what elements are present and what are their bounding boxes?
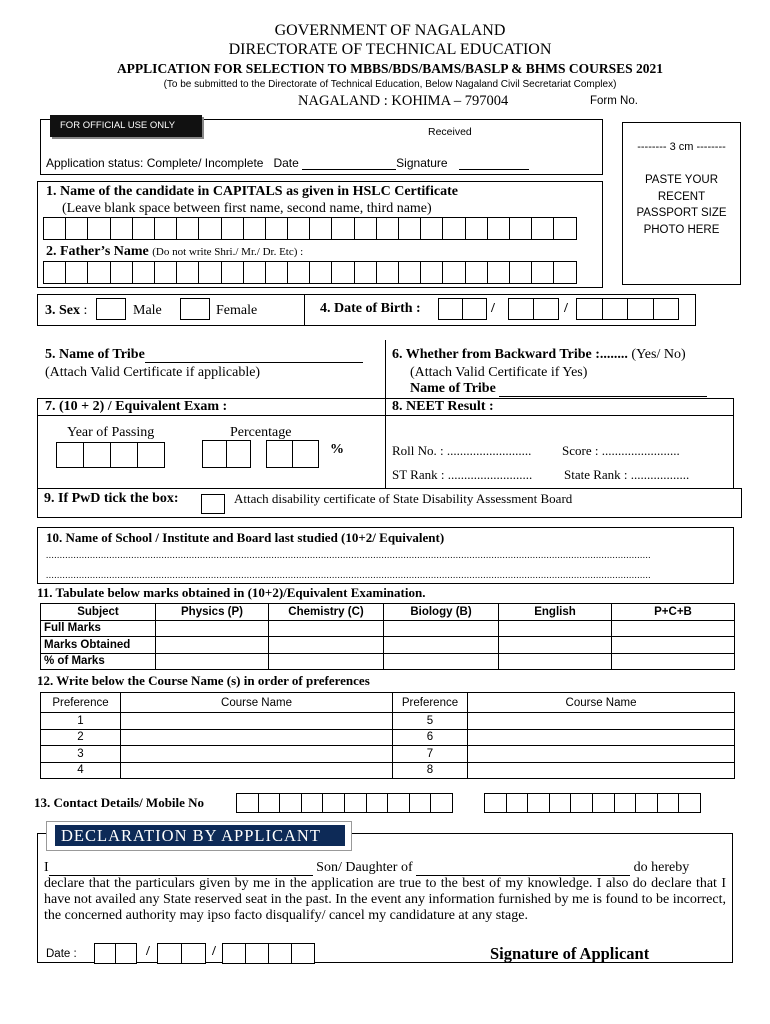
female-checkbox[interactable] (180, 298, 210, 320)
course-cell[interactable] (468, 762, 735, 779)
marks-cell[interactable] (499, 653, 612, 670)
entry-box[interactable] (508, 298, 534, 320)
year-of-passing-boxes[interactable] (56, 442, 165, 468)
q6-title: 6. Whether from Backward Tribe :........ (392, 347, 628, 362)
percentage-dec-boxes[interactable] (266, 440, 319, 468)
mobile-number-1-boxes[interactable] (236, 793, 453, 813)
entry-box[interactable] (409, 793, 432, 813)
course-cell[interactable] (121, 762, 393, 779)
course-cell[interactable] (468, 729, 735, 746)
entry-box[interactable] (265, 217, 288, 240)
entry-box[interactable] (266, 440, 293, 468)
pref-number: 8 (393, 762, 468, 779)
date-label: Date (273, 156, 299, 170)
entry-box[interactable] (87, 217, 110, 240)
dob-slash-2: / (564, 301, 568, 316)
entry-box[interactable] (614, 793, 637, 813)
pref-number: 6 (393, 729, 468, 746)
q8-title: 8. NEET Result : (392, 399, 494, 414)
q7-title: 7. (10 + 2) / Equivalent Exam : (45, 399, 228, 414)
marks-cell[interactable] (612, 637, 735, 654)
entry-box[interactable] (265, 261, 288, 284)
photo-instructions: PASTE YOUR RECENT PASSPORT SIZE PHOTO HERE (636, 174, 727, 236)
decl-hereby: do hereby (633, 860, 690, 875)
entry-box[interactable] (243, 217, 266, 240)
father-name-boxes[interactable] (43, 261, 577, 284)
q9-note: Attach disability certificate of State Disability Assessment Board (234, 491, 573, 506)
marks-header-cell: Chemistry (C) (269, 604, 384, 621)
table-row (41, 762, 735, 779)
entry-box[interactable] (137, 442, 165, 468)
entry-box[interactable] (287, 261, 310, 284)
entry-box[interactable] (154, 217, 177, 240)
header-line1: GOVERNMENT OF NAGALAND (274, 22, 506, 39)
entry-box[interactable] (553, 217, 576, 240)
header-line4: (To be submitted to the Directorate of Technical Education, Below Nagaland Civil Secretariat Complex) (163, 79, 617, 90)
q3-line (45, 303, 87, 319)
entry-box[interactable] (292, 440, 319, 468)
entry-box[interactable] (176, 261, 199, 284)
q4-title: 4. Date of Birth : (320, 301, 421, 316)
entry-box[interactable] (110, 442, 138, 468)
marks-cell[interactable] (156, 637, 269, 654)
entry-box[interactable] (132, 217, 155, 240)
applicant-signature-label: Signature of Applicant (490, 944, 650, 963)
pref-number: 2 (41, 729, 121, 746)
q13-title: 13. Contact Details/ Mobile No (34, 795, 205, 810)
entry-box[interactable] (245, 943, 269, 964)
entry-box[interactable] (653, 298, 680, 320)
entry-box[interactable] (678, 793, 701, 813)
year-of-passing-label: Year of Passing (67, 425, 155, 440)
entry-box[interactable] (87, 261, 110, 284)
entry-box[interactable] (509, 261, 532, 284)
entry-box[interactable] (420, 261, 443, 284)
entry-box[interactable] (94, 943, 116, 964)
sex-dob-divider (304, 294, 305, 326)
entry-box[interactable] (301, 793, 324, 813)
entry-box[interactable] (442, 261, 465, 284)
q5-title: 5. Name of Tribe (45, 347, 145, 362)
parent-name-line[interactable] (416, 862, 630, 876)
entry-box[interactable] (198, 217, 221, 240)
marks-header-cell: Physics (P) (156, 604, 269, 621)
entry-box[interactable] (635, 793, 658, 813)
entry-box[interactable] (43, 217, 66, 240)
q1-note: (Leave blank space between first name, second name, third name) (62, 201, 432, 216)
marks-cell[interactable] (384, 620, 499, 637)
entry-box[interactable] (65, 261, 88, 284)
marks-header-cell: P+C+B (612, 604, 735, 621)
candidate-name-boxes[interactable] (43, 217, 577, 240)
entry-box[interactable] (157, 943, 182, 964)
entry-box[interactable] (221, 261, 244, 284)
pref-number: 3 (41, 746, 121, 763)
entry-box[interactable] (509, 217, 532, 240)
q6-line (392, 347, 686, 363)
course-cell[interactable] (468, 713, 735, 730)
q2-note: (Do not write Shri./ Mr./ Dr. Etc) : (152, 246, 304, 258)
entry-box[interactable] (576, 298, 603, 320)
applicant-name-line[interactable] (49, 862, 313, 876)
entry-box[interactable] (268, 943, 292, 964)
declaration-title: DECLARATION BY APPLICANT (55, 825, 345, 846)
pwd-checkbox[interactable] (201, 494, 225, 514)
q11-title: 11. Tabulate below marks obtained in (10+2)/Equivalent Examination. (37, 585, 426, 600)
school-line-1[interactable]: ............................................................................................................................................................................................................................ (46, 550, 651, 560)
entry-box[interactable] (344, 793, 367, 813)
marks-cell[interactable] (499, 637, 612, 654)
status-text: Application status: Complete/ Incomplete (46, 156, 264, 170)
entry-box[interactable] (398, 261, 421, 284)
q3-title: 3. Sex (45, 303, 80, 318)
entry-box[interactable] (531, 261, 554, 284)
table-row (41, 729, 735, 746)
entry-box[interactable] (181, 943, 206, 964)
entry-box[interactable] (438, 298, 463, 320)
entry-box[interactable] (442, 217, 465, 240)
entry-box[interactable] (366, 793, 389, 813)
entry-box[interactable] (354, 217, 377, 240)
marks-header-cell: Biology (B) (384, 604, 499, 621)
decl-date-day-boxes[interactable] (94, 943, 137, 964)
q3-colon: : (83, 303, 88, 318)
form-no-label: Form No. (590, 95, 638, 107)
entry-box[interactable] (487, 217, 510, 240)
tribe-name-line[interactable] (145, 349, 363, 363)
q1-title: 1. Name of the candidate in CAPITALS as given in HSLC Certificate (46, 184, 458, 199)
table-row (41, 637, 735, 654)
female-label: Female (216, 303, 258, 318)
header-line5: NAGALAND : KOHIMA – 797004 (298, 93, 509, 109)
decl-son: Son/ Daughter of (316, 860, 413, 875)
entry-box[interactable] (287, 217, 310, 240)
row-label: % of Marks (41, 653, 156, 670)
table-row (41, 713, 735, 730)
school-line-2[interactable]: ............................................................................................................................................................................................................................ (46, 570, 651, 580)
entry-box[interactable] (132, 261, 155, 284)
entry-box[interactable] (110, 261, 133, 284)
marks-cell[interactable] (384, 637, 499, 654)
entry-box[interactable] (553, 261, 576, 284)
entry-box[interactable] (202, 440, 227, 468)
entry-box[interactable] (627, 298, 654, 320)
male-label: Male (133, 303, 162, 318)
entry-box[interactable] (198, 261, 221, 284)
decl-slash-1: / (146, 944, 150, 959)
table-row (41, 653, 735, 670)
entry-box[interactable] (243, 261, 266, 284)
q9-title: 9. If PwD tick the box: (44, 491, 179, 506)
q6-yesno: (Yes/ No) (631, 347, 686, 362)
marks-cell[interactable] (612, 620, 735, 637)
entry-box[interactable] (533, 298, 559, 320)
marks-header-cell: Subject (41, 604, 156, 621)
entry-box[interactable] (258, 793, 281, 813)
q2-title: 2. Father’s Name (46, 244, 149, 259)
official-use-tag: FOR OFFICIAL USE ONLY (50, 115, 202, 137)
marks-header-cell: English (499, 604, 612, 621)
percentage-int-boxes[interactable] (202, 440, 251, 468)
q10-title: 10. Name of School / Institute and Board last studied (10+2/ Equivalent) (46, 530, 445, 545)
entry-box[interactable] (309, 261, 332, 284)
signature-label: Signature (396, 156, 448, 170)
photo-size: -------- 3 cm -------- (637, 141, 726, 153)
decl-i: I (44, 860, 49, 875)
marks-cell[interactable] (269, 637, 384, 654)
st-rank[interactable]: ST Rank : .......................... (392, 467, 533, 482)
state-rank[interactable]: State Rank : .................. (564, 467, 690, 482)
dob-year-boxes[interactable] (576, 298, 679, 320)
entry-box[interactable] (222, 943, 246, 964)
pref-number: 4 (41, 762, 121, 779)
marks-cell[interactable] (269, 620, 384, 637)
course-cell[interactable] (468, 746, 735, 763)
pref-number: 1 (41, 713, 121, 730)
entry-box[interactable] (484, 793, 507, 813)
course-cell[interactable] (121, 729, 393, 746)
date-line[interactable] (302, 169, 396, 170)
marks-cell[interactable] (612, 653, 735, 670)
percent-sign: % (330, 442, 344, 457)
declaration-text: declare that the particulars given by me in the application are true to the best of my knowledge. I also do declare that I have not availed any State reserved seat in the past. In the event any information furnished by me is found to be incorrect, the concerned authority may ipso facto disqualify/ cancel my candidature at any stage. (44, 876, 726, 924)
marks-header-row (41, 604, 735, 621)
entry-box[interactable] (221, 217, 244, 240)
pref-number: 7 (393, 746, 468, 763)
entry-box[interactable] (322, 793, 345, 813)
q6-note: (Attach Valid Certificate if Yes) (410, 365, 588, 380)
entry-box[interactable] (465, 217, 488, 240)
backward-tribe-line[interactable] (499, 383, 707, 397)
course-cell[interactable] (121, 746, 393, 763)
entry-box[interactable] (43, 261, 66, 284)
q12-title: 12. Write below the Course Name (s) in order of preferences (37, 673, 370, 688)
course-header: Course Name (121, 693, 393, 713)
entry-box[interactable] (465, 261, 488, 284)
marks-cell[interactable] (499, 620, 612, 637)
q2-line (46, 244, 303, 260)
pref-number: 5 (393, 713, 468, 730)
male-checkbox[interactable] (96, 298, 126, 320)
dob-month-boxes[interactable] (508, 298, 559, 320)
entry-box[interactable] (331, 217, 354, 240)
marks-table (40, 603, 735, 670)
decl-date-month-boxes[interactable] (157, 943, 206, 964)
marks-cell[interactable] (156, 620, 269, 637)
entry-box[interactable] (110, 217, 133, 240)
mobile-number-2-boxes[interactable] (484, 793, 701, 813)
q5-note: (Attach Valid Certificate if applicable) (45, 365, 261, 380)
q5-q6-divider (385, 340, 386, 398)
marks-cell[interactable] (269, 653, 384, 670)
preference-table (40, 692, 735, 779)
q6-tribe-label: Name of Tribe (410, 381, 496, 396)
entry-box[interactable] (309, 217, 332, 240)
decl-date-year-boxes[interactable] (222, 943, 315, 964)
q6-tribe-line (410, 381, 707, 397)
entry-box[interactable] (549, 793, 572, 813)
entry-box[interactable] (602, 298, 629, 320)
entry-box[interactable] (226, 440, 251, 468)
course-header: Course Name (468, 693, 735, 713)
signature-line[interactable] (459, 169, 529, 170)
entry-box[interactable] (115, 943, 137, 964)
entry-box[interactable] (176, 217, 199, 240)
entry-box[interactable] (487, 261, 510, 284)
row-label: Marks Obtained (41, 637, 156, 654)
entry-box[interactable] (376, 217, 399, 240)
entry-box[interactable] (462, 298, 487, 320)
pref-header: Preference (41, 693, 121, 713)
entry-box[interactable] (154, 261, 177, 284)
percentage-label: Percentage (230, 425, 292, 440)
entry-box[interactable] (56, 442, 84, 468)
entry-box[interactable] (531, 217, 554, 240)
entry-box[interactable] (506, 793, 529, 813)
marks-cell[interactable] (384, 653, 499, 670)
table-row (41, 746, 735, 763)
entry-box[interactable] (279, 793, 302, 813)
application-status (46, 156, 529, 170)
roll-no[interactable]: Roll No. : .......................... (392, 443, 532, 458)
entry-box[interactable] (236, 793, 259, 813)
table-row (41, 620, 735, 637)
entry-box[interactable] (527, 793, 550, 813)
exam-divider (385, 398, 386, 488)
entry-box[interactable] (570, 793, 593, 813)
entry-box[interactable] (65, 217, 88, 240)
score[interactable]: Score : ........................ (562, 443, 680, 458)
entry-box[interactable] (376, 261, 399, 284)
entry-box[interactable] (592, 793, 615, 813)
pref-header-row (41, 693, 735, 713)
header-line3: APPLICATION FOR SELECTION TO MBBS/BDS/BAMS/BASLP & BHMS COURSES 2021 (116, 61, 664, 76)
entry-box[interactable] (387, 793, 410, 813)
entry-box[interactable] (354, 261, 377, 284)
q5-line (45, 347, 363, 363)
entry-box[interactable] (430, 793, 453, 813)
received-label: Received (428, 126, 472, 138)
dob-day-boxes[interactable] (438, 298, 487, 320)
marks-cell[interactable] (156, 653, 269, 670)
entry-box[interactable] (398, 217, 421, 240)
course-cell[interactable] (121, 713, 393, 730)
entry-box[interactable] (291, 943, 315, 964)
pref-header: Preference (393, 693, 468, 713)
entry-box[interactable] (657, 793, 680, 813)
dob-slash-1: / (491, 301, 495, 316)
entry-box[interactable] (83, 442, 111, 468)
entry-box[interactable] (420, 217, 443, 240)
row-label: Full Marks (41, 620, 156, 637)
decl-slash-2: / (212, 944, 216, 959)
declaration-first-line (44, 860, 689, 876)
header-line2: DIRECTORATE OF TECHNICAL EDUCATION (228, 41, 552, 58)
declaration-date-label: Date : (46, 948, 77, 960)
entry-box[interactable] (331, 261, 354, 284)
